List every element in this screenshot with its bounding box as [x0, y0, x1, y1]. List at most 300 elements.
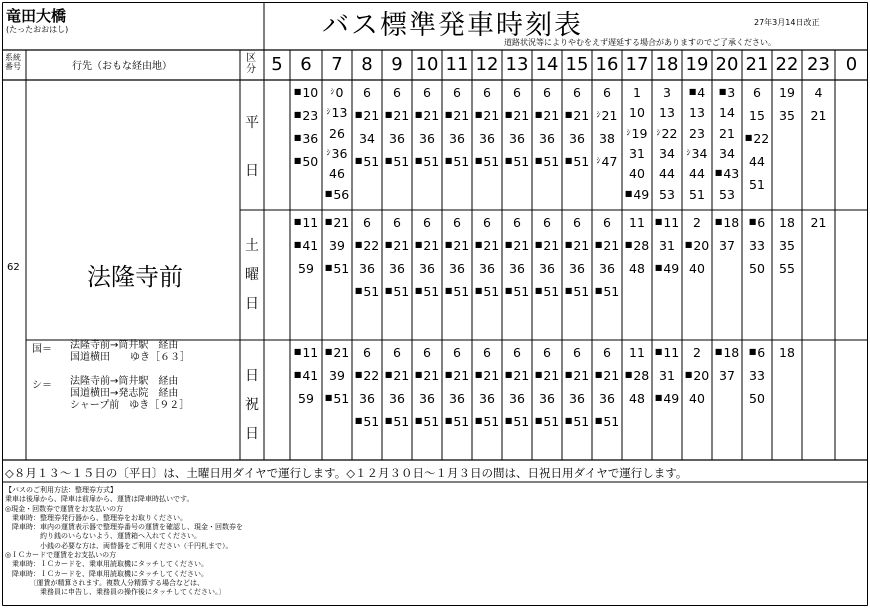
departure-time: [743, 238, 771, 253]
minute-value: 48: [629, 391, 645, 406]
minute-value: 6: [573, 85, 581, 100]
minute-value: 11: [302, 215, 319, 230]
minute-value: 6: [363, 345, 371, 360]
departure-time: [653, 368, 681, 383]
departure-time: [803, 108, 834, 123]
departure-time: [683, 345, 711, 360]
departure-time: [743, 391, 771, 406]
hour-label-16: 16: [595, 54, 619, 75]
departure-time: [473, 414, 501, 429]
departure-time: [563, 391, 591, 406]
minute-value: 6: [393, 85, 401, 100]
minute-value: 10: [302, 85, 319, 100]
minute-value: 36: [599, 391, 615, 406]
minute-value: 21: [603, 368, 620, 383]
departure-time: [323, 187, 351, 202]
minute-value: 18: [723, 345, 740, 360]
route-mark-koku: ■: [414, 286, 423, 295]
departure-time: [383, 261, 411, 276]
route-mark-koku: ■: [654, 393, 663, 402]
minute-value: 53: [719, 186, 735, 202]
departure-time: [683, 126, 711, 141]
minute-value: 11: [629, 215, 645, 230]
departure-time: [473, 154, 501, 169]
route-mark-koku: ■: [564, 286, 573, 295]
route-mark-shi: ｼ: [326, 107, 331, 117]
minute-value: 19: [631, 125, 648, 141]
kubun-label: 区分: [246, 53, 256, 75]
departure-time: [593, 284, 621, 299]
minute-value: 49: [633, 186, 650, 202]
route-mark-koku: ■: [354, 240, 363, 249]
minute-value: 39: [329, 238, 345, 253]
saturday-label-2: 曜: [245, 267, 259, 283]
departure-time: [623, 166, 651, 181]
minute-value: 6: [423, 215, 431, 230]
departure-time: [743, 368, 771, 383]
route-mark-koku: ■: [654, 347, 663, 356]
minute-value: 56: [333, 186, 350, 202]
departure-time: [473, 345, 501, 360]
departure-time: [773, 85, 801, 100]
minute-value: 51: [483, 154, 500, 169]
minute-value: 6: [483, 85, 491, 100]
departure-time: [713, 238, 741, 253]
minute-value: 6: [483, 345, 491, 360]
minute-value: 36: [539, 131, 555, 146]
departure-time: [413, 391, 441, 406]
minute-value: 43: [723, 166, 740, 182]
departure-time: [353, 131, 381, 146]
minute-value: 36: [539, 391, 555, 406]
departure-time: [413, 154, 441, 169]
departure-time: [533, 108, 561, 123]
departure-time: [713, 215, 741, 230]
departure-time: [413, 131, 441, 146]
hour-label-22: 22: [775, 54, 799, 75]
departure-time: [683, 146, 711, 161]
hour-label-10: 10: [415, 54, 439, 75]
departure-time: [773, 215, 801, 230]
hour-label-14: 14: [535, 54, 559, 75]
departure-time: [653, 345, 681, 360]
departure-time: [413, 414, 441, 429]
departure-time: [291, 154, 321, 169]
minute-value: 47: [601, 154, 618, 169]
route-mark-koku: ■: [354, 416, 363, 425]
minute-value: 28: [633, 368, 650, 383]
minute-value: 51: [363, 154, 380, 169]
minute-value: 6: [603, 345, 611, 360]
departure-time: [623, 187, 651, 202]
minute-value: 3: [727, 85, 736, 100]
minute-value: 0: [335, 85, 344, 100]
departure-time: [623, 126, 651, 141]
minute-value: 36: [569, 261, 585, 276]
departure-time: [653, 215, 681, 230]
departure-time: [713, 146, 741, 161]
minute-value: 36: [389, 261, 405, 276]
departure-time: [413, 284, 441, 299]
route-mark-koku: ■: [444, 370, 453, 379]
usage-line: 〔運賃が精算されます。複数人分精算する場合などは、: [5, 578, 204, 587]
departure-time: [653, 261, 681, 276]
minute-value: 2: [693, 345, 701, 360]
minute-value: 51: [513, 154, 530, 169]
minute-value: 38: [599, 131, 615, 146]
departure-time: [503, 414, 531, 429]
departure-time: [413, 368, 441, 383]
departure-time: [713, 126, 741, 141]
minute-value: 21: [333, 345, 350, 360]
route-mark-koku: ■: [384, 416, 393, 425]
minute-value: 6: [757, 215, 766, 230]
minute-value: 34: [719, 146, 735, 161]
minute-value: 6: [573, 345, 581, 360]
route-mark-koku: ■: [594, 416, 603, 425]
minute-value: 59: [298, 391, 314, 406]
route-mark-koku: ■: [324, 263, 333, 272]
minute-value: 21: [333, 215, 350, 230]
holiday-label-2: 祝: [245, 397, 259, 413]
usage-line: 乗車は後扉から、降車は前扉から、運賃は降車時払いです。: [5, 495, 194, 504]
minute-value: 21: [483, 368, 500, 383]
minute-value: 49: [663, 391, 680, 406]
usage-line: 約り銭のいらないよう、運賃箱へ入れてください。: [5, 532, 201, 541]
departure-time: [683, 105, 711, 120]
departure-time: [383, 345, 411, 360]
departure-time: [743, 85, 771, 100]
hour-label-20: 20: [715, 54, 739, 75]
departure-time: [413, 108, 441, 123]
minute-value: 36: [569, 131, 585, 146]
minute-value: 28: [633, 238, 650, 253]
minute-value: 33: [749, 238, 765, 253]
departure-time: [773, 261, 801, 276]
departure-time: [383, 238, 411, 253]
departure-time: [593, 391, 621, 406]
minute-value: 50: [749, 391, 765, 406]
usage-title: 【バスのご利用方法：整理券方式】: [5, 486, 117, 494]
departure-time: [713, 368, 741, 383]
route-mark-koku: ■: [504, 240, 513, 249]
minute-value: 51: [689, 186, 705, 202]
route-mark-koku: ■: [624, 240, 633, 249]
minute-value: 41: [302, 238, 319, 253]
departure-time: [353, 284, 381, 299]
departure-time: [593, 368, 621, 383]
departure-time: [353, 261, 381, 276]
departure-time: [533, 85, 561, 100]
route-mark-koku: ■: [324, 347, 333, 356]
route-mark-shi: ｼ: [326, 148, 331, 157]
departure-time: [713, 187, 741, 202]
minute-value: 51: [453, 414, 470, 429]
minute-value: 26: [329, 125, 345, 141]
destination-name: 法隆寺前: [87, 263, 183, 291]
departure-time: [443, 261, 471, 276]
minute-value: 22: [661, 125, 678, 141]
departure-time: [593, 85, 621, 100]
departure-time: [623, 368, 651, 383]
departure-time: [443, 108, 471, 123]
hour-label-23: 23: [807, 54, 830, 75]
route-mark-koku: ■: [684, 240, 693, 249]
hour-label-5: 5: [271, 54, 283, 75]
departure-time: [503, 391, 531, 406]
departure-time: [323, 368, 351, 383]
departure-time: [383, 414, 411, 429]
route-mark-koku: ■: [474, 286, 483, 295]
page-title: バス標準発車時刻表: [322, 10, 583, 41]
departure-time: [533, 238, 561, 253]
minute-value: 44: [659, 166, 675, 182]
minute-value: 19: [779, 85, 795, 100]
route-desc-koku-line2: 国道横田 ゆき［６３］: [70, 352, 190, 363]
route-desc-shi: [70, 376, 189, 412]
minute-value: 23: [689, 125, 705, 141]
route-mark-koku: ■: [354, 110, 363, 119]
departure-time: [623, 238, 651, 253]
destination-label: 行先（おもな経由地）: [72, 61, 172, 72]
route-mark-koku: ■: [324, 188, 333, 198]
departure-time: [683, 166, 711, 181]
minute-value: 6: [513, 345, 521, 360]
hour-label-9: 9: [391, 54, 403, 75]
departure-time: [443, 414, 471, 429]
minute-value: 14: [719, 105, 735, 121]
departure-time: [503, 131, 531, 146]
route-mark-koku: ■: [474, 416, 483, 425]
minute-value: 51: [393, 154, 410, 169]
minute-value: 6: [453, 215, 461, 230]
route-mark-shi: ｼ: [596, 110, 601, 119]
departure-time: [383, 154, 411, 169]
departure-time: [383, 215, 411, 230]
hour-label-18: 18: [655, 54, 679, 75]
departure-time: [291, 108, 321, 123]
departure-time: [653, 85, 681, 100]
departure-time: [623, 146, 651, 161]
minute-value: 23: [302, 108, 319, 123]
minute-value: 51: [543, 154, 560, 169]
route-mark-koku: ■: [474, 156, 483, 165]
departure-time: [291, 85, 321, 100]
minute-value: 48: [629, 261, 645, 276]
route-mark-koku: ■: [654, 217, 663, 226]
departure-time: [713, 85, 741, 100]
departure-time: [533, 345, 561, 360]
minute-value: 51: [333, 261, 350, 276]
route-mark-koku: ■: [384, 156, 393, 165]
minute-value: 59: [298, 261, 314, 276]
minute-value: 11: [629, 345, 645, 360]
usage-line: 小銭の必要な方は、両替器をご利用ください（千円札まで）。: [5, 541, 233, 550]
departure-time: [383, 85, 411, 100]
route-mark-koku: ■: [444, 110, 453, 119]
departure-time: [533, 368, 561, 383]
route-mark-koku: ■: [564, 240, 573, 249]
departure-time: [503, 345, 531, 360]
route-mark-koku: ■: [688, 87, 697, 96]
route-number-label: 系統番号: [5, 53, 21, 71]
departure-time: [413, 345, 441, 360]
minute-value: 6: [363, 85, 371, 100]
departure-time: [413, 215, 441, 230]
departure-time: [803, 85, 834, 100]
minute-value: 36: [419, 261, 435, 276]
route-mark-koku: ■: [384, 110, 393, 119]
route-mark-koku: ■: [293, 87, 302, 96]
minute-value: 21: [423, 368, 440, 383]
route-mark-koku: ■: [414, 370, 423, 379]
minute-value: 21: [423, 108, 440, 123]
departure-time: [623, 345, 651, 360]
minute-value: 6: [423, 85, 431, 100]
departure-time: [563, 154, 591, 169]
route-mark-koku: ■: [474, 370, 483, 379]
minute-value: 36: [419, 391, 435, 406]
minute-value: 51: [393, 414, 410, 429]
route-mark-koku: ■: [474, 240, 483, 249]
minute-value: 46: [329, 166, 345, 182]
departure-time: [443, 345, 471, 360]
minute-value: 4: [697, 85, 706, 100]
minute-value: 3: [663, 85, 671, 100]
minute-value: 21: [573, 368, 590, 383]
route-mark-koku: ■: [684, 370, 693, 379]
minute-value: 51: [749, 177, 765, 192]
minute-value: 2: [693, 215, 701, 230]
minute-value: 11: [663, 215, 680, 230]
minute-value: 31: [659, 368, 675, 383]
minute-value: 6: [753, 85, 761, 100]
minute-value: 36: [449, 131, 465, 146]
departure-time: [563, 345, 591, 360]
departure-time: [683, 238, 711, 253]
departure-time: [773, 345, 801, 360]
minute-value: 36: [599, 261, 615, 276]
minute-value: 21: [453, 238, 470, 253]
route-mark-koku: ■: [384, 240, 393, 249]
departure-time: [383, 368, 411, 383]
minute-value: 6: [423, 345, 431, 360]
minute-value: 36: [479, 261, 495, 276]
departure-time: [563, 85, 591, 100]
departure-time: [353, 238, 381, 253]
minute-value: 6: [453, 345, 461, 360]
route-mark-koku: ■: [324, 217, 333, 226]
route-mark-koku: ■: [384, 286, 393, 295]
minute-value: 36: [419, 131, 435, 146]
minute-value: 21: [453, 368, 470, 383]
route-desc-shi-line3: シャープ前 ゆき［９２］: [70, 400, 190, 411]
departure-time: [653, 187, 681, 202]
minute-value: 22: [363, 238, 380, 253]
minute-value: 50: [302, 154, 319, 169]
departure-time: [533, 391, 561, 406]
departure-time: [503, 85, 531, 100]
departure-time: [533, 261, 561, 276]
weekday-label-1: 平: [245, 115, 259, 131]
route-mark-koku: ■: [414, 110, 423, 119]
departure-time: [353, 215, 381, 230]
departure-time: [323, 261, 351, 276]
minute-value: 20: [693, 238, 710, 253]
departure-time: [473, 85, 501, 100]
departure-time: [443, 238, 471, 253]
delay-note: 道路状況等によりやむをえず遅延する場合がありますのでご了承ください。: [504, 38, 776, 47]
route-mark-koku: ■: [654, 263, 663, 272]
departure-time: [323, 215, 351, 230]
minute-value: 40: [689, 391, 705, 406]
route-mark-koku: ■: [744, 133, 753, 142]
departure-time: [503, 368, 531, 383]
departure-time: [683, 368, 711, 383]
departure-time: [743, 261, 771, 276]
minute-value: 51: [603, 284, 620, 299]
route-mark-koku: ■: [624, 370, 633, 379]
departure-time: [623, 85, 651, 100]
route-mark-koku: ■: [474, 110, 483, 119]
departure-time: [533, 131, 561, 146]
usage-line: ◎ＩＣカードで運賃をお支払いの方: [5, 551, 117, 560]
minute-value: 51: [483, 414, 500, 429]
departure-time: [653, 146, 681, 161]
minute-value: 10: [629, 105, 645, 121]
timetable-sheet: [2, 2, 868, 606]
departure-time: [533, 215, 561, 230]
minute-value: 6: [603, 215, 611, 230]
departure-time: [443, 368, 471, 383]
route-mark-koku: ■: [534, 156, 543, 165]
route-mark-koku: ■: [534, 416, 543, 425]
minute-value: 22: [363, 368, 380, 383]
departure-time: [563, 414, 591, 429]
minute-value: 36: [539, 261, 555, 276]
minute-value: 21: [573, 108, 590, 123]
route-desc-koku: [70, 340, 190, 364]
minute-value: 36: [449, 391, 465, 406]
minute-value: 40: [629, 166, 645, 182]
departure-time: [353, 154, 381, 169]
minute-value: 13: [659, 105, 675, 121]
minute-value: 51: [453, 154, 470, 169]
usage-instructions: [5, 486, 243, 598]
departure-time: [353, 414, 381, 429]
departure-time: [383, 391, 411, 406]
route-mark-koku: ■: [594, 286, 603, 295]
minute-value: 6: [363, 215, 371, 230]
departure-time: [563, 215, 591, 230]
minute-value: 6: [543, 85, 551, 100]
departure-time: [593, 154, 621, 169]
minute-value: 37: [719, 368, 735, 383]
route-mark-koku: ■: [564, 110, 573, 119]
minute-value: 4: [814, 85, 823, 100]
route-mark-koku: ■: [714, 347, 723, 356]
departure-time: [773, 238, 801, 253]
route-mark-koku: ■: [293, 240, 302, 249]
weekday-label-2: 日: [245, 163, 259, 179]
departure-time: [593, 261, 621, 276]
route-mark-shi: ｼ: [686, 148, 691, 157]
departure-time: [443, 391, 471, 406]
route-mark-koku: ■: [594, 240, 603, 249]
departure-time: [353, 108, 381, 123]
minute-value: 44: [689, 166, 705, 182]
minute-value: 49: [663, 261, 680, 276]
